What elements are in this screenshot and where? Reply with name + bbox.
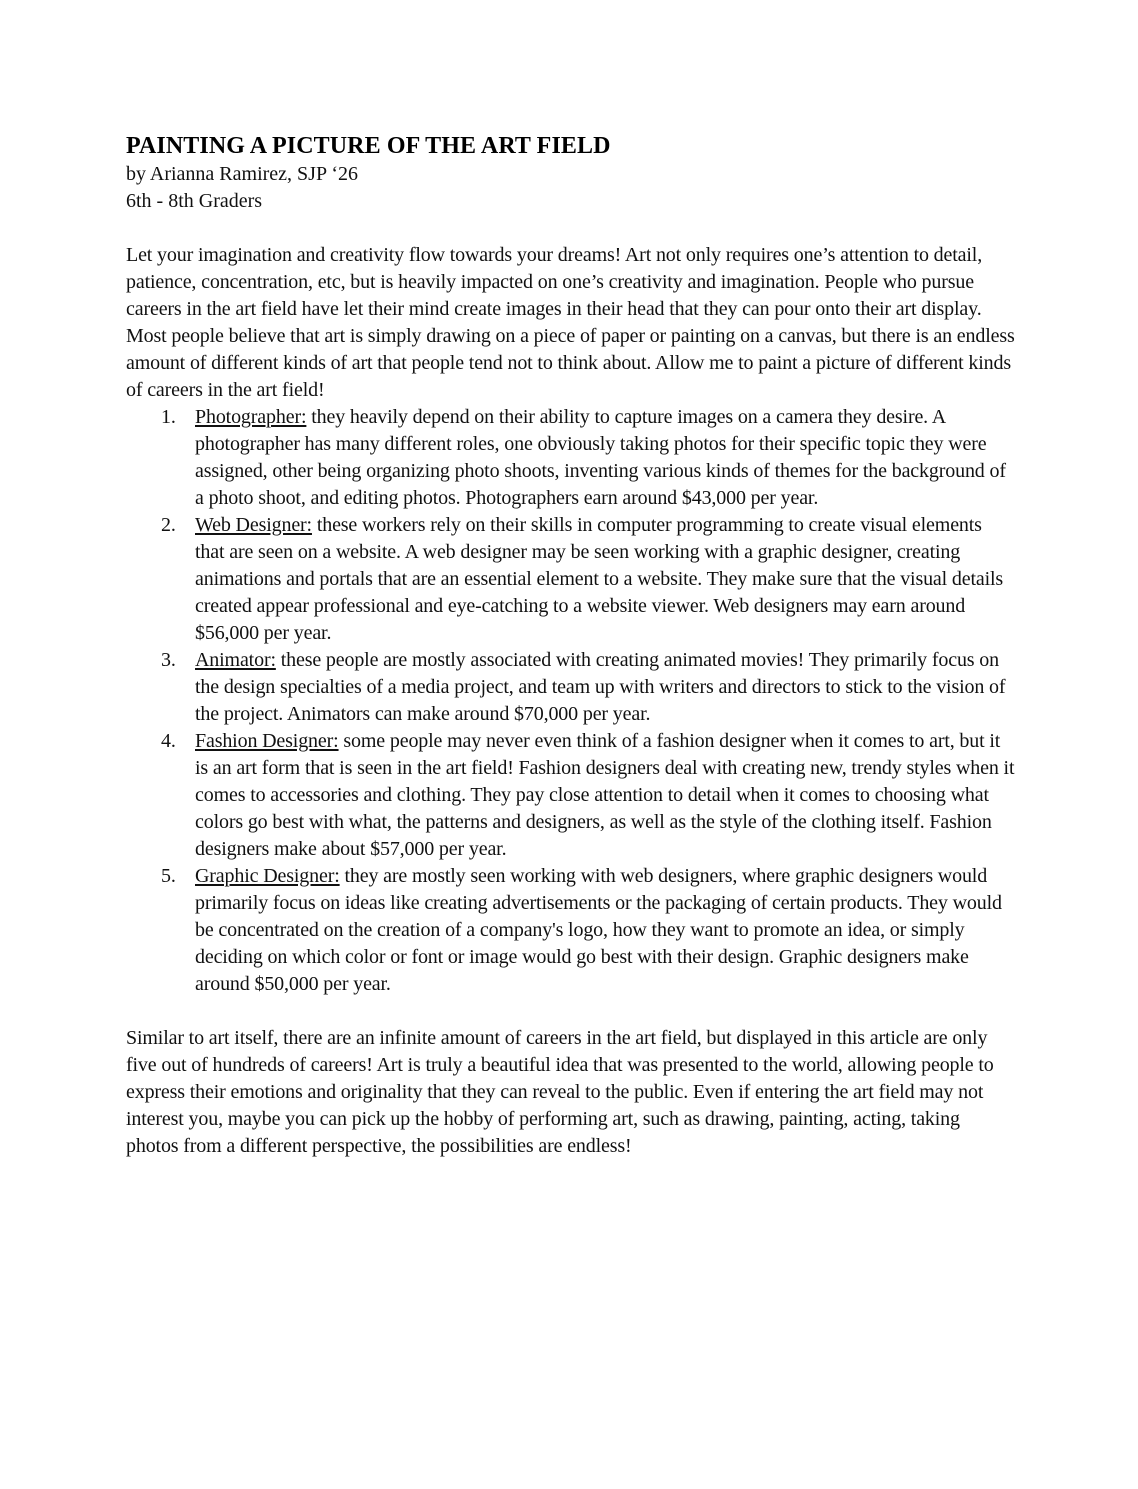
list-number: 3.	[161, 649, 176, 671]
closing-paragraph: Similar to art itself, there are an infinite amount of careers in the art field, but displayed in this article are only five out of hundreds of careers! Art is truly a beautiful idea that was presented to the world, allowing people to express their emotions and originality that they can reveal to the public. Even if entering the art field may not interest you, maybe you can pick up the hobby of performing art, such as drawing, painting, acting, taking photos from a different perspective, the possibilities are endless!	[126, 1027, 994, 1157]
career-description: they heavily depend on their ability to capture images on a camera they desire. A photographer has many different roles, one obviously taking photos for their specific topic they were assigned, other being organizing photo shoots, inventing various kinds of themes for the background of a photo shoot, and editing photos. Photographers earn around $43,000 per year.	[195, 406, 1006, 509]
article-title: PAINTING A PICTURE OF THE ART FIELD	[126, 133, 611, 159]
career-item-web-designer	[126, 512, 1016, 647]
career-description: some people may never even think of a fashion designer when it comes to art, but it is an art form that is seen in the art field! Fashion designers deal with creating new, trendy styles when it comes to accessories and clothing. They pay close attention to detail when it comes to choosing what colors go best with what, the patterns and designers, as well as the style of the clothing itself. Fashion designers make about $57,000 per year.	[195, 730, 1015, 860]
list-number: 5.	[161, 865, 176, 887]
career-item-fashion-designer	[126, 728, 1016, 863]
career-title: Animator:	[195, 649, 276, 671]
careers-list	[126, 404, 1016, 998]
career-title: Photographer:	[195, 406, 307, 428]
career-item-animator	[126, 647, 1016, 728]
career-title: Fashion Designer:	[195, 730, 339, 752]
career-description: these people are mostly associated with creating animated movies! They primarily focus on the design specialties of a media project, and team up with writers and directors to stick to the vision of the project. Animators can make around $70,000 per year.	[195, 649, 1006, 725]
list-number: 2.	[161, 514, 176, 536]
list-number: 1.	[161, 406, 176, 428]
career-description: they are mostly seen working with web designers, where graphic designers would primarily focus on ideas like creating advertisements or the packaging of certain products. They would be concentrated on the creation of a company's logo, how they want to promote an idea, or simply deciding on which color or font or image would go best with their design. Graphic designers make around $50,000 per year.	[195, 865, 1002, 995]
career-description: these workers rely on their skills in computer programming to create visual elements that are seen on a website. A web designer may be seen working with a graphic designer, creating animations and portals that are an essential element to a website. They make sure that the visual details created appear professional and eye-catching to a website viewer. Web designers may earn around $56,000 per year.	[195, 514, 1004, 644]
career-item-graphic-designer	[126, 863, 1016, 998]
career-item-photographer	[126, 404, 1016, 512]
byline: by Arianna Ramirez, SJP ‘26	[126, 163, 359, 185]
audience-label: 6th - 8th Graders	[126, 190, 263, 212]
career-title: Web Designer:	[195, 514, 312, 536]
career-title: Graphic Designer:	[195, 865, 340, 887]
intro-paragraph: Let your imagination and creativity flow towards your dreams! Art not only requires one’s attention to detail, patience, concentration, etc, but is heavily impacted on one’s creativity and imagination. People who pursue careers in the art field have let their mind create images in their head that they can pour onto their art display. Most people believe that art is simply drawing on a piece of paper or painting on a canvas, but there is an endless amount of different kinds of art that people tend not to think about. Allow me to paint a picture of different kinds of careers in the art field!	[126, 244, 1015, 401]
list-number: 4.	[161, 730, 176, 752]
document-page	[126, 131, 1016, 1160]
